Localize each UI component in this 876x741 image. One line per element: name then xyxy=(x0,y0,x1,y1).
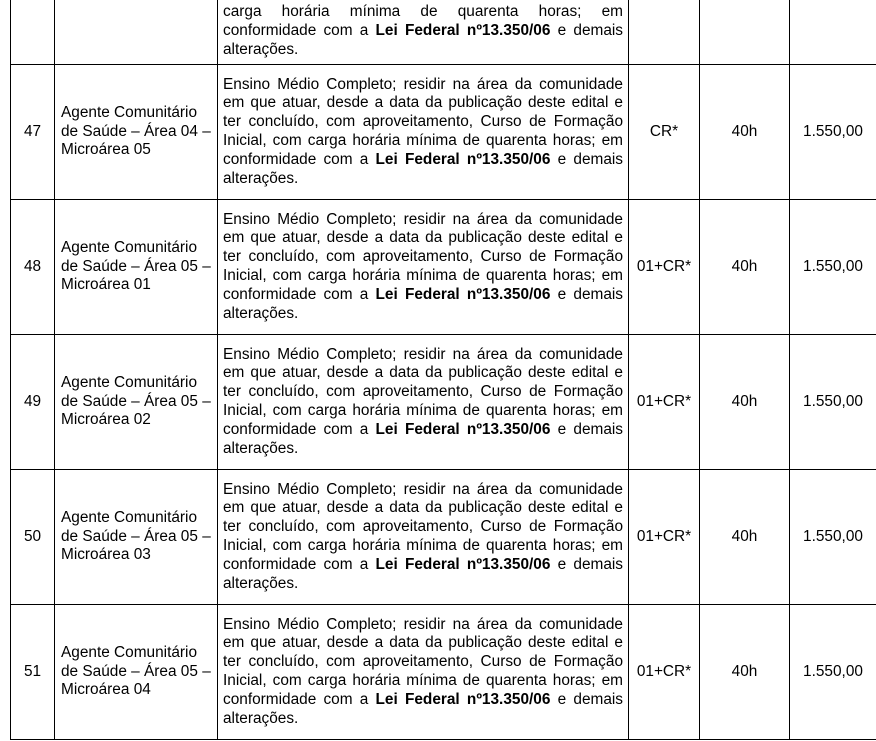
requirements-cell xyxy=(218,335,629,470)
salary-cell: 1.550,00 xyxy=(790,335,876,470)
position-cell: Agente Comunitário de Saúde – Área 05 – Microárea 02 xyxy=(55,335,218,470)
requirements-text: Ensino Médio Completo; residir na área da comunidade em que atuar, desde a data da publicação deste edital e ter concluído, com aproveitamento, Curso de Formação Inicial, com carga horária mínima de quarenta horas; em conformidade com a xyxy=(223,480,623,573)
workload-cell: 40h xyxy=(700,335,790,470)
requirements-tail: e demais alterações. xyxy=(223,285,623,322)
law-reference: Lei Federal nº13.350/06 xyxy=(375,690,551,708)
requirements-text: Ensino Médio Completo; residir na área da comunidade em que atuar, desde a data da publicação deste edital e ter concluído, com aproveitamento, Curso de Formação Inicial, com carga horária mínima de quarenta horas; em conformidade com a xyxy=(223,615,623,708)
vacancies-cell: 01+CR* xyxy=(629,605,700,740)
salary-cell: 1.550,00 xyxy=(790,470,876,605)
requirements-tail: e demais alterações. xyxy=(223,690,623,727)
salary-cell: 1.550,00 xyxy=(790,605,876,740)
law-reference: Lei Federal nº13.350/06 xyxy=(375,150,551,168)
law-reference: Lei Federal nº13.350/06 xyxy=(375,22,551,40)
requirements-cell xyxy=(218,65,629,200)
salary-cell: 1.550,00 xyxy=(790,65,876,200)
vacancies-cell: CR* xyxy=(629,65,700,200)
table-row xyxy=(11,200,876,335)
row-number-cell: 47 xyxy=(11,65,55,200)
requirements-cell xyxy=(218,0,629,65)
law-reference: Lei Federal nº13.350/06 xyxy=(375,285,551,303)
row-number-cell: 49 xyxy=(11,335,55,470)
requirements-text: Ensino Médio Completo; residir na área da comunidade em que atuar, desde a data da publicação deste edital e ter concluído, com aproveitamento, Curso de Formação Inicial, com carga horária mínima de quarenta horas; em conformidade com a xyxy=(223,75,623,168)
table-row xyxy=(11,0,876,65)
requirements-tail: e demais alterações. xyxy=(223,22,623,58)
workload-cell: 40h xyxy=(700,65,790,200)
workload-cell xyxy=(700,0,790,65)
requirements-text: Ensino Médio Completo; residir na área da comunidade em que atuar, desde a data da publicação deste edital e ter concluído, com aproveitamento, Curso de Formação Inicial, com carga horária mínima de quarenta horas; em conformidade com a xyxy=(223,345,623,438)
position-cell: Agente Comunitário de Saúde – Área 05 – Microárea 01 xyxy=(55,200,218,335)
table-row xyxy=(11,65,876,200)
salary-cell: 1.550,00 xyxy=(790,200,876,335)
table-row xyxy=(11,470,876,605)
requirements-text: carga horária mínima de quarenta horas; em conformidade com a xyxy=(223,3,623,40)
position-cell: Agente Comunitário de Saúde – Área 05 – Microárea 04 xyxy=(55,605,218,740)
requirements-cell xyxy=(218,605,629,740)
vacancies-cell: 01+CR* xyxy=(629,470,700,605)
position-cell xyxy=(55,0,218,65)
salary-cell xyxy=(790,0,876,65)
table-row xyxy=(11,335,876,470)
requirements-cell xyxy=(218,470,629,605)
workload-cell: 40h xyxy=(700,200,790,335)
vacancy-table xyxy=(10,0,876,740)
requirements-tail: e demais alterações. xyxy=(223,150,623,187)
vacancies-cell: 01+CR* xyxy=(629,200,700,335)
row-number-cell xyxy=(11,0,55,65)
law-reference: Lei Federal nº13.350/06 xyxy=(375,555,551,573)
table-row xyxy=(11,605,876,740)
vacancies-cell: 01+CR* xyxy=(629,335,700,470)
row-number-cell: 48 xyxy=(11,200,55,335)
vacancies-cell xyxy=(629,0,700,65)
law-reference: Lei Federal nº13.350/06 xyxy=(375,420,551,438)
workload-cell: 40h xyxy=(700,470,790,605)
row-number-cell: 50 xyxy=(11,470,55,605)
position-cell: Agente Comunitário de Saúde – Área 05 – Microárea 03 xyxy=(55,470,218,605)
requirements-tail: e demais alterações. xyxy=(223,555,623,592)
requirements-cell xyxy=(218,200,629,335)
row-number-cell: 51 xyxy=(11,605,55,740)
workload-cell: 40h xyxy=(700,605,790,740)
requirements-text: Ensino Médio Completo; residir na área da comunidade em que atuar, desde a data da publicação deste edital e ter concluído, com aproveitamento, Curso de Formação Inicial, com carga horária mínima de quarenta horas; em conformidade com a xyxy=(223,210,623,303)
position-cell: Agente Comunitário de Saúde – Área 04 – Microárea 05 xyxy=(55,65,218,200)
requirements-tail: e demais alterações. xyxy=(223,420,623,457)
